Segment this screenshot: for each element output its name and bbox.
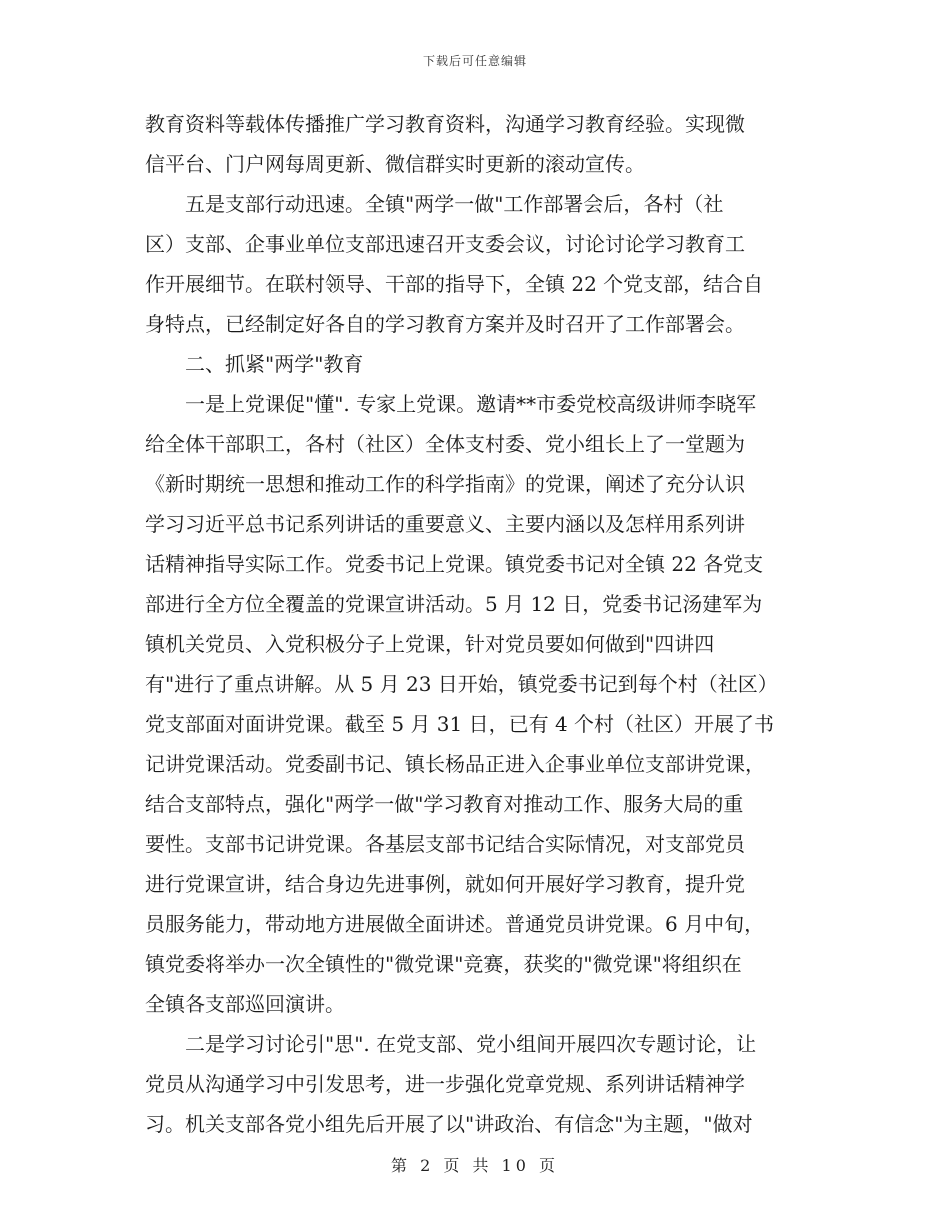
document-body — [145, 104, 810, 1144]
text-line: 全镇各支部巡回演讲。 — [145, 992, 345, 1016]
text-line: 习。机关支部各党小组先后开展了以"讲政治、有信念"为主题，"做对 — [145, 1112, 753, 1136]
text-line: 部进行全方位全覆盖的党课宣讲活动。5 月 12 日，党委书记汤建军为 — [145, 592, 763, 616]
text-line: 记讲党课活动。党委副书记、镇长杨品正进入企事业单位支部讲党课， — [145, 752, 765, 776]
text-line: 身特点，已经制定好各自的学习教育方案并及时召开了工作部署会。 — [145, 312, 745, 336]
text-line: 学习习近平总书记系列讲话的重要意义、主要内涵以及怎样用系列讲 — [145, 512, 745, 536]
text-line: 一是上党课促"懂". 专家上党课。邀请**市委党校高级讲师李晓军 — [185, 392, 757, 416]
page-footer: 第 2 页 共 10 页 — [391, 1156, 559, 1175]
text-line: 要性。支部书记讲党课。各基层支部书记结合实际情况，对支部党员 — [145, 832, 745, 856]
text-line: 进行党课宣讲，结合身边先进事例，就如何开展好学习教育，提升党 — [145, 872, 745, 896]
text-line: 给全体干部职工，各村（社区）全体支村委、党小组长上了一堂题为 — [145, 432, 745, 456]
text-line: 镇机关党员、入党积极分子上党课，针对党员要如何做到"四讲四 — [145, 632, 715, 656]
text-line: 党员从沟通学习中引发思考，进一步强化党章党规、系列讲话精神学 — [145, 1072, 745, 1096]
text-line: 作开展细节。在联村领导、干部的指导下，全镇 22 个党支部，结合自 — [145, 272, 764, 296]
text-line: 二是学习讨论引"思". 在党支部、党小组间开展四次专题讨论，让 — [185, 1032, 757, 1056]
text-line: 五是支部行动迅速。全镇"两学一做"工作部署会后，各村（社 — [185, 192, 724, 216]
text-line: 镇党委将举办一次全镇性的"微党课"竞赛，获奖的"微党课"将组织在 — [145, 952, 742, 976]
text-line: 二、抓紧"两学"教育 — [185, 352, 364, 376]
text-line: 结合支部特点，强化"两学一做"学习教育对推动工作、服务大局的重 — [145, 792, 744, 816]
text-line: 教育资料等载体传播推广学习教育资料，沟通学习教育经验。实现微 — [145, 112, 745, 136]
text-line: 《新时期统一思想和推动工作的科学指南》的党课，阐述了充分认识 — [145, 472, 745, 496]
page-header: 下载后可任意编辑 — [422, 54, 527, 68]
text-line: 话精神指导实际工作。党委书记上党课。镇党委书记对全镇 22 各党支 — [145, 552, 764, 576]
text-line: 有"进行了重点讲解。从 5 月 23 日开始，镇党委书记到每个村（社区） — [145, 672, 778, 696]
text-line: 区）支部、企事业单位支部迅速召开支委会议，讨论讨论学习教育工 — [145, 232, 745, 256]
text-line: 信平台、门户网每周更新、微信群实时更新的滚动宣传。 — [145, 152, 645, 176]
text-line: 员服务能力，带动地方进展做全面讲述。普通党员讲党课。6 月中旬， — [145, 912, 765, 936]
text-line: 党支部面对面讲党课。截至 5 月 31 日，已有 4 个村（社区）开展了书 — [145, 712, 775, 736]
